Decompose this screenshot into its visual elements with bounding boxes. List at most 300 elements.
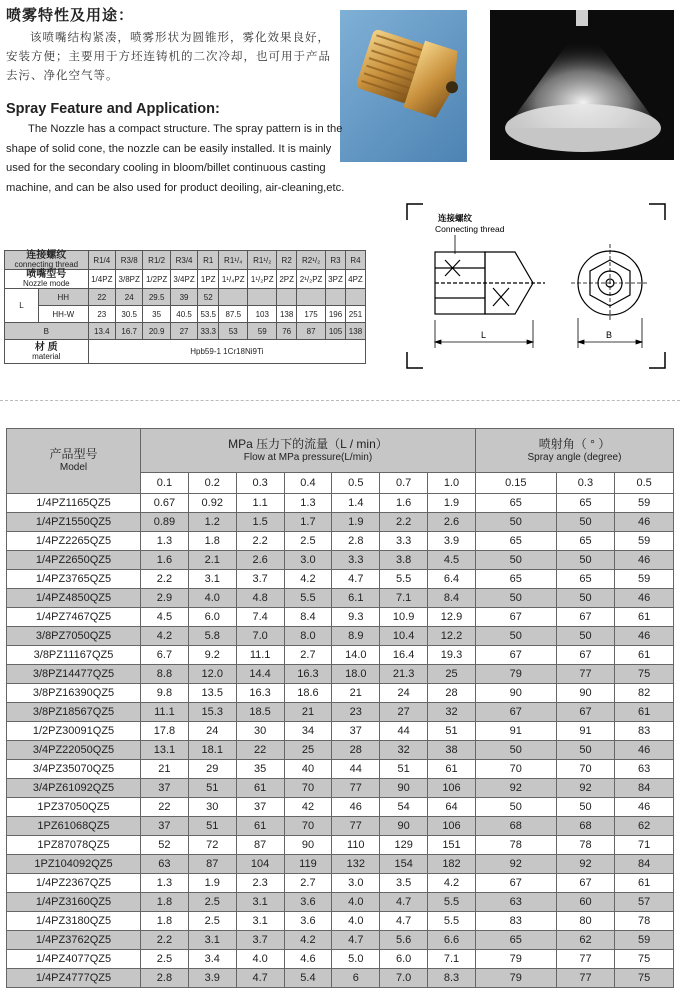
table-cell: R3/8 xyxy=(116,251,143,270)
table-cell: 77 xyxy=(556,969,615,988)
table-row xyxy=(7,589,674,608)
table-cell: R1¹/₂ xyxy=(248,251,277,270)
table-cell: 2.7 xyxy=(284,874,332,893)
table-row xyxy=(7,760,674,779)
table-cell: 60 xyxy=(556,893,615,912)
table-cell: 2.5 xyxy=(188,912,236,931)
table-cell: 27 xyxy=(170,323,197,340)
model-cell: 1/4PZ2367QZ5 xyxy=(7,874,141,893)
connecting-thread-label-en: Connecting thread xyxy=(435,224,505,234)
table-cell: 37 xyxy=(141,817,189,836)
table-cell: 5.5 xyxy=(428,912,476,931)
table-cell: 3PZ xyxy=(326,270,346,289)
table-cell: 92 xyxy=(475,779,556,798)
table-cell: 80 xyxy=(556,912,615,931)
model-cell: 1/4PZ4850QZ5 xyxy=(7,589,141,608)
table-cell: 13.5 xyxy=(188,684,236,703)
table-cell: 46 xyxy=(615,798,674,817)
table-cell: 2.5 xyxy=(284,532,332,551)
table-row xyxy=(7,627,674,646)
table-cell: 67 xyxy=(556,646,615,665)
table-row xyxy=(7,513,674,532)
table-cell: 2.1 xyxy=(188,551,236,570)
spray-pattern-photo xyxy=(490,10,674,160)
model-cell: 1/4PZ7467QZ5 xyxy=(7,608,141,627)
table-cell: 3.7 xyxy=(236,931,284,950)
table-cell: 70 xyxy=(284,779,332,798)
table-cell: 4.7 xyxy=(380,893,428,912)
model-cell: 3/8PZ7050QZ5 xyxy=(7,627,141,646)
table-cell: 17.8 xyxy=(141,722,189,741)
section-title-cn: 喷雾特性及用途： xyxy=(6,6,135,24)
table-cell: 30.5 xyxy=(116,306,143,323)
model-cell: 1/4PZ2650QZ5 xyxy=(7,551,141,570)
table-row xyxy=(7,646,674,665)
table-cell: 11.1 xyxy=(236,646,284,665)
table-cell: 87 xyxy=(297,323,326,340)
table-cell: 83 xyxy=(615,722,674,741)
table-cell: 59 xyxy=(615,532,674,551)
model-cell: 1PZ87078QZ5 xyxy=(7,836,141,855)
table-cell: 61 xyxy=(236,817,284,836)
table-cell: 18.6 xyxy=(284,684,332,703)
table-cell: 3.1 xyxy=(188,931,236,950)
table-cell: 79 xyxy=(475,665,556,684)
table-cell: 105 xyxy=(326,323,346,340)
table-cell: R3/4 xyxy=(170,251,197,270)
table-cell: 59 xyxy=(248,323,277,340)
table-cell: 4.7 xyxy=(380,912,428,931)
table-cell: 92 xyxy=(556,779,615,798)
table-cell: 40 xyxy=(284,760,332,779)
table-cell: 40.5 xyxy=(170,306,197,323)
table-cell: 16.7 xyxy=(116,323,143,340)
table-cell: 6.6 xyxy=(428,931,476,950)
table-cell: 61 xyxy=(428,760,476,779)
table-cell: 52 xyxy=(141,836,189,855)
table-cell: 7.0 xyxy=(236,627,284,646)
table-cell xyxy=(326,289,346,306)
hhw-header: HH-W xyxy=(39,306,89,323)
table-cell: 1.2 xyxy=(188,513,236,532)
table-cell: 82 xyxy=(615,684,674,703)
table-row xyxy=(7,855,674,874)
table-cell: 2.2 xyxy=(236,532,284,551)
pressure-cell: 0.3 xyxy=(236,473,284,494)
table-cell: 1.9 xyxy=(188,874,236,893)
table-cell: 92 xyxy=(475,855,556,874)
table-cell: 2PZ xyxy=(277,270,297,289)
technical-drawing xyxy=(405,202,667,370)
table-cell: 59 xyxy=(615,931,674,950)
table-cell: 8.3 xyxy=(428,969,476,988)
table-cell: 54 xyxy=(380,798,428,817)
table-cell: 37 xyxy=(141,779,189,798)
model-cell: 3/8PZ14477QZ5 xyxy=(7,665,141,684)
table-cell: 35 xyxy=(143,306,170,323)
table-cell: 129 xyxy=(380,836,428,855)
table-cell: 75 xyxy=(615,665,674,684)
table-cell: 75 xyxy=(615,969,674,988)
table-row xyxy=(7,836,674,855)
table-cell: 50 xyxy=(475,589,556,608)
table-cell: 46 xyxy=(615,551,674,570)
table-cell: 24 xyxy=(188,722,236,741)
table-cell: 1.9 xyxy=(332,513,380,532)
table-cell: 0.92 xyxy=(188,494,236,513)
table-cell: 78 xyxy=(475,836,556,855)
angle-pressure-cell: 0.15 xyxy=(475,473,556,494)
dimension-b-label: B xyxy=(606,330,613,340)
table-cell: 3.3 xyxy=(380,532,428,551)
model-cell: 1/4PZ1165QZ5 xyxy=(7,494,141,513)
table-cell: 4.0 xyxy=(236,950,284,969)
table-cell: 79 xyxy=(475,950,556,969)
table-cell: 6.0 xyxy=(188,608,236,627)
table-cell: 1¹/₂PZ xyxy=(248,270,277,289)
table-cell: R1/2 xyxy=(143,251,170,270)
table-cell: 70 xyxy=(556,760,615,779)
table-cell: 4.8 xyxy=(236,589,284,608)
model-cell: 1/4PZ3762QZ5 xyxy=(7,931,141,950)
table-cell: R2 xyxy=(277,251,297,270)
table-cell: 1.8 xyxy=(141,893,189,912)
table-cell: 1PZ xyxy=(198,270,219,289)
table-row xyxy=(7,798,674,817)
table-cell: 3.1 xyxy=(236,893,284,912)
table-row xyxy=(7,722,674,741)
table-cell: 2.3 xyxy=(236,874,284,893)
table-cell: 2.6 xyxy=(236,551,284,570)
model-cell: 3/8PZ11167QZ5 xyxy=(7,646,141,665)
table-cell: 10.4 xyxy=(380,627,428,646)
table-cell: 3.6 xyxy=(284,912,332,931)
table-cell: 6.1 xyxy=(332,589,380,608)
table-cell: 0.67 xyxy=(141,494,189,513)
description-cn: 该喷嘴结构紧凑，喷雾形状为圆锥形，雾化效果良好，安装方便；主要用于方坯连铸机的二次冷却，也可用于产品去污、净化空气等。 xyxy=(6,30,331,82)
table-cell: 16.3 xyxy=(284,665,332,684)
material-header: 材 质 material xyxy=(5,340,89,364)
table-cell: 4.5 xyxy=(141,608,189,627)
table-cell: 6.4 xyxy=(428,570,476,589)
table-cell: 9.3 xyxy=(332,608,380,627)
table-cell: 46 xyxy=(332,798,380,817)
table-cell: 138 xyxy=(345,323,365,340)
table-cell: 4PZ xyxy=(345,270,365,289)
table-cell: 65 xyxy=(475,570,556,589)
table-cell xyxy=(277,289,297,306)
table-cell: 77 xyxy=(332,817,380,836)
table-cell: 91 xyxy=(475,722,556,741)
b-row xyxy=(5,323,366,340)
table-cell: 9.8 xyxy=(141,684,189,703)
table-cell: 12.0 xyxy=(188,665,236,684)
table-row xyxy=(7,931,674,950)
table-cell: 65 xyxy=(556,570,615,589)
table-cell: 51 xyxy=(380,760,428,779)
table-cell: 104 xyxy=(236,855,284,874)
table-cell: 30 xyxy=(236,722,284,741)
table-cell: 138 xyxy=(277,306,297,323)
flow-table-body xyxy=(7,494,674,988)
table-cell: 251 xyxy=(345,306,365,323)
table-cell: 67 xyxy=(475,874,556,893)
table-cell: 68 xyxy=(475,817,556,836)
dimension-spec-table xyxy=(4,250,366,364)
table-cell: 65 xyxy=(475,494,556,513)
table-cell: 14.0 xyxy=(332,646,380,665)
table-cell xyxy=(219,289,248,306)
pressure-cell: 1.0 xyxy=(428,473,476,494)
table-cell: 53 xyxy=(219,323,248,340)
table-cell xyxy=(345,289,365,306)
table-cell: 51 xyxy=(188,817,236,836)
table-cell: 4.7 xyxy=(236,969,284,988)
table-row xyxy=(7,551,674,570)
table-cell: 3/4PZ xyxy=(170,270,197,289)
table-row xyxy=(7,912,674,931)
model-cell: 1/4PZ3160QZ5 xyxy=(7,893,141,912)
table-cell: 70 xyxy=(475,760,556,779)
thread-header: 连接螺纹 connecting thread xyxy=(5,251,89,270)
table-cell: 75 xyxy=(615,950,674,969)
table-cell: 7.1 xyxy=(380,589,428,608)
table-cell: 67 xyxy=(475,608,556,627)
table-cell: 67 xyxy=(556,608,615,627)
table-cell: 24 xyxy=(116,289,143,306)
table-cell: 78 xyxy=(615,912,674,931)
table-cell: 68 xyxy=(556,817,615,836)
table-cell: R3 xyxy=(326,251,346,270)
table-cell: 5.0 xyxy=(332,950,380,969)
table-cell: 50 xyxy=(556,798,615,817)
table-cell: 13.4 xyxy=(88,323,115,340)
table-cell: 67 xyxy=(556,703,615,722)
table-cell: 87 xyxy=(236,836,284,855)
table-cell: 33.3 xyxy=(198,323,219,340)
table-cell: 4.6 xyxy=(284,950,332,969)
table-cell: 119 xyxy=(284,855,332,874)
table-cell: 22 xyxy=(88,289,115,306)
table-cell: 21.3 xyxy=(380,665,428,684)
model-header: 产品型号 Model xyxy=(7,429,141,494)
table-cell: 132 xyxy=(332,855,380,874)
table-cell: 61 xyxy=(615,874,674,893)
table-cell: 1.3 xyxy=(284,494,332,513)
table-cell xyxy=(248,289,277,306)
table-cell: 14.4 xyxy=(236,665,284,684)
table-row xyxy=(7,665,674,684)
table-cell: 22 xyxy=(236,741,284,760)
table-cell: 2.2 xyxy=(141,570,189,589)
table-cell: R4 xyxy=(345,251,365,270)
table-cell: 15.3 xyxy=(188,703,236,722)
table-cell: 51 xyxy=(428,722,476,741)
pressure-cell: 0.7 xyxy=(380,473,428,494)
table-row xyxy=(7,494,674,513)
table-cell: 2.2 xyxy=(141,931,189,950)
table-cell: 64 xyxy=(428,798,476,817)
section-title-en: Spray Feature and Application: xyxy=(6,101,220,117)
model-cell: 1/4PZ3180QZ5 xyxy=(7,912,141,931)
table-cell: 1/2PZ xyxy=(143,270,170,289)
table-cell: 6.7 xyxy=(141,646,189,665)
table-cell: 71 xyxy=(615,836,674,855)
thread-row xyxy=(5,251,366,270)
table-cell: 42 xyxy=(284,798,332,817)
model-cell: 3/4PZ22050QZ5 xyxy=(7,741,141,760)
material-row xyxy=(5,340,366,364)
table-cell: 2.5 xyxy=(141,950,189,969)
table-cell: 2.8 xyxy=(332,532,380,551)
connecting-thread-label-cn: 连接螺纹 xyxy=(438,213,473,223)
table-cell: 3.0 xyxy=(284,551,332,570)
table-cell: 50 xyxy=(475,798,556,817)
model-cell: 1PZ104092QZ5 xyxy=(7,855,141,874)
table-cell: 37 xyxy=(332,722,380,741)
table-cell: 106 xyxy=(428,817,476,836)
angle-pressure-cell: 0.3 xyxy=(556,473,615,494)
table-cell: 154 xyxy=(380,855,428,874)
table-cell: 61 xyxy=(615,646,674,665)
table-cell: 8.4 xyxy=(428,589,476,608)
table-cell: 32 xyxy=(428,703,476,722)
table-cell: 25 xyxy=(428,665,476,684)
table-cell: 1.3 xyxy=(141,874,189,893)
table-cell: 21 xyxy=(332,684,380,703)
material-value: Hpb59-1 1Cr18Ni9Ti xyxy=(88,340,365,364)
table-cell: 12.2 xyxy=(428,627,476,646)
pressure-cell: 0.4 xyxy=(284,473,332,494)
table-cell: 18.0 xyxy=(332,665,380,684)
table-cell: 50 xyxy=(556,627,615,646)
table-cell: 2.2 xyxy=(380,513,428,532)
table-row xyxy=(7,779,674,798)
table-cell: 5.8 xyxy=(188,627,236,646)
table-cell: 1.1 xyxy=(236,494,284,513)
table-cell: 1.9 xyxy=(428,494,476,513)
table-cell: 21 xyxy=(141,760,189,779)
table-cell: 5.4 xyxy=(284,969,332,988)
model-cell: 1/4PZ2265QZ5 xyxy=(7,532,141,551)
table-cell: 91 xyxy=(556,722,615,741)
l-header: L xyxy=(5,289,39,323)
table-cell: 87.5 xyxy=(219,306,248,323)
table-cell: 77 xyxy=(332,779,380,798)
table-cell: 7.4 xyxy=(236,608,284,627)
table-cell: 27 xyxy=(380,703,428,722)
table-cell: 151 xyxy=(428,836,476,855)
table-cell: 50 xyxy=(556,589,615,608)
table-row xyxy=(7,608,674,627)
table-cell: 8.0 xyxy=(284,627,332,646)
model-cell: 1/4PZ4777QZ5 xyxy=(7,969,141,988)
table-cell: 2.6 xyxy=(428,513,476,532)
flow-rate-table xyxy=(6,428,674,988)
table-cell: 4.2 xyxy=(428,874,476,893)
table-cell: 2.7 xyxy=(284,646,332,665)
table-cell: 7.0 xyxy=(380,969,428,988)
table-cell: 4.5 xyxy=(428,551,476,570)
table-cell: 2.8 xyxy=(141,969,189,988)
table-cell: 3.7 xyxy=(236,570,284,589)
table-cell: 5.5 xyxy=(284,589,332,608)
mode-header: 喷嘴型号 Nozzle mode xyxy=(5,270,89,289)
angle-pressure-cell: 0.5 xyxy=(615,473,674,494)
table-cell: 63 xyxy=(475,893,556,912)
table-cell: 34 xyxy=(284,722,332,741)
table-cell: 21 xyxy=(284,703,332,722)
table-cell: 77 xyxy=(556,950,615,969)
table-cell: 3.8 xyxy=(380,551,428,570)
section-divider xyxy=(0,400,680,401)
dimension-l-label: L xyxy=(481,330,487,340)
table-cell: 16.4 xyxy=(380,646,428,665)
table-cell: 20.9 xyxy=(143,323,170,340)
mode-row xyxy=(5,270,366,289)
table-cell: 29.5 xyxy=(143,289,170,306)
table-cell: 18.1 xyxy=(188,741,236,760)
table-row xyxy=(7,703,674,722)
table-cell: 2.5 xyxy=(188,893,236,912)
table-cell: 4.0 xyxy=(188,589,236,608)
table-cell: 67 xyxy=(556,874,615,893)
table-cell: 53.5 xyxy=(198,306,219,323)
table-row xyxy=(7,684,674,703)
table-cell: 50 xyxy=(475,513,556,532)
table-cell: 182 xyxy=(428,855,476,874)
table-cell: 65 xyxy=(475,931,556,950)
hh-row xyxy=(5,289,366,306)
table-cell: 12.9 xyxy=(428,608,476,627)
pressure-cell: 0.5 xyxy=(332,473,380,494)
table-cell: 103 xyxy=(248,306,277,323)
table-cell: 67 xyxy=(475,646,556,665)
table-cell: 4.2 xyxy=(141,627,189,646)
table-cell: 1.5 xyxy=(236,513,284,532)
table-row xyxy=(7,950,674,969)
table-cell: 23 xyxy=(88,306,115,323)
model-cell: 1/4PZ1550QZ5 xyxy=(7,513,141,532)
table-cell: 4.2 xyxy=(284,931,332,950)
angle-header: 喷射角（ ° ） Spray angle (degree) xyxy=(475,429,673,473)
table-cell: 38 xyxy=(428,741,476,760)
table-cell: 6.0 xyxy=(380,950,428,969)
table-cell: 50 xyxy=(475,551,556,570)
table-cell: 19.3 xyxy=(428,646,476,665)
table-cell: 92 xyxy=(556,855,615,874)
table-cell: 110 xyxy=(332,836,380,855)
table-cell: 8.9 xyxy=(332,627,380,646)
table-cell: 1.7 xyxy=(284,513,332,532)
table-cell: 29 xyxy=(188,760,236,779)
table-cell: 11.1 xyxy=(141,703,189,722)
table-cell: 70 xyxy=(284,817,332,836)
table-cell: 106 xyxy=(428,779,476,798)
table-cell: 3.9 xyxy=(428,532,476,551)
table-cell: 50 xyxy=(556,513,615,532)
table-cell: 52 xyxy=(198,289,219,306)
table-cell: 79 xyxy=(475,969,556,988)
model-cell: 1/4PZ4077QZ5 xyxy=(7,950,141,969)
model-cell: 1PZ61068QZ5 xyxy=(7,817,141,836)
table-cell: 39 xyxy=(170,289,197,306)
table-cell: 44 xyxy=(332,760,380,779)
table-row xyxy=(7,741,674,760)
table-cell: 50 xyxy=(556,741,615,760)
table-cell: 2.9 xyxy=(141,589,189,608)
table-cell: 63 xyxy=(615,760,674,779)
